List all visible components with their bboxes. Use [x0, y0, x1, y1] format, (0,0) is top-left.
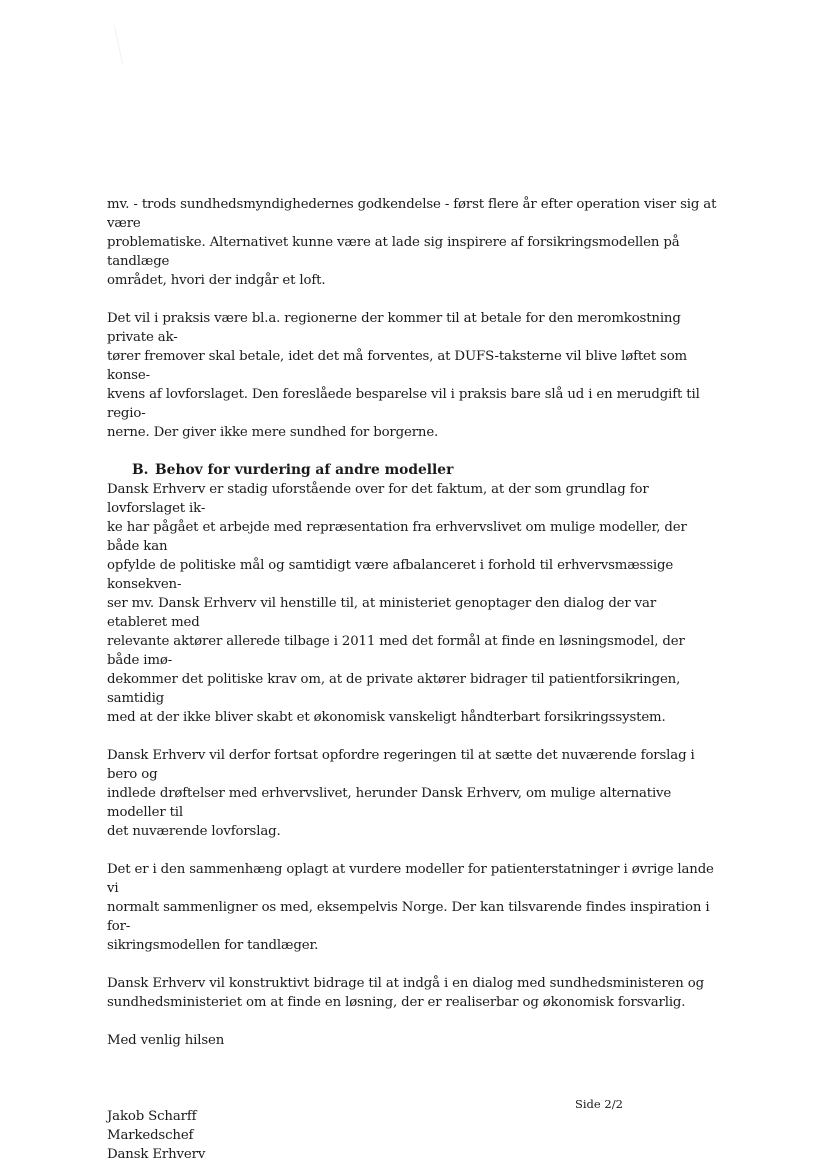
- text-line: sundhedsministeriet om at finde en løsning, der er realiserbar og økonomisk forsvarlig.: [107, 995, 686, 1010]
- page-number: Side 2/2: [575, 1097, 623, 1111]
- text-line: Dansk Erhverv vil derfor fortsat opfordre regeringen til at sætte det nuværende forslag i bero og: [107, 748, 695, 782]
- paragraph-top-2: [107, 309, 717, 442]
- text-line: indlede drøftelser med erhvervslivet, herunder Dansk Erhverv, om mulige alternative modeller til: [107, 786, 672, 820]
- text-line: kvens af lovforslaget. Den foreslåede besparelse vil i praksis bare slå ud i en merudgift til regio-: [107, 387, 700, 421]
- letter-body: [107, 195, 717, 1164]
- text-line: Dansk Erhverv vil konstruktivt bidrage til at indgå i en dialog med sundhedsministeren og: [107, 976, 704, 991]
- text-line: det nuværende lovforslag.: [107, 824, 281, 839]
- text-line: opfylde de politiske mål og samtidigt være afbalanceret i forhold til erhvervsmæssige konsekven-: [107, 558, 674, 592]
- text-line: ke har pågået et arbejde med repræsentation fra erhvervslivet om mulige modeller, der både kan: [107, 520, 687, 554]
- closing-line: Med venlig hilsen: [107, 1033, 225, 1048]
- text-line: området, hvori der indgår et loft.: [107, 273, 326, 288]
- text-line: nerne. Der giver ikke mere sundhed for borgerne.: [107, 425, 439, 440]
- text-line: Det er i den sammenhæng oplagt at vurdere modeller for patienterstatninger i øvrige lande vi: [107, 862, 714, 896]
- paragraph-bottom-2: [107, 746, 717, 841]
- signature-block: [107, 1107, 717, 1164]
- text-line: relevante aktører allerede tilbage i 2011 med det formål at finde en løsningsmodel, der både imø-: [107, 634, 685, 668]
- text-line: normalt sammenligner os med, eksempelvis Norge. Der kan tilsvarende findes inspiration i for-: [107, 900, 710, 934]
- section-heading: [107, 461, 717, 480]
- text-line: dekommer det politiske krav om, at de private aktører bidrager til patientforsikringen, samtidig: [107, 672, 681, 706]
- closing: [107, 1031, 717, 1050]
- section-number: B.: [132, 462, 149, 478]
- text-line: Det vil i praksis være bl.a. regionerne der kommer til at betale for den meromkostning private ak-: [107, 311, 681, 345]
- text-line: sikringsmodellen for tandlæger.: [107, 938, 319, 953]
- signature-name: Jakob Scharff: [107, 1109, 197, 1124]
- section-title: Behov for vurdering af andre modeller: [155, 462, 454, 478]
- paragraph-bottom-4: [107, 974, 717, 1012]
- paragraph-bottom-1: [107, 480, 717, 727]
- page-fold-mark: [114, 25, 123, 64]
- signature-org: Dansk Erhverv: [107, 1147, 206, 1162]
- signature-role: Markedschef: [107, 1128, 194, 1143]
- paragraph-bottom-3: [107, 860, 717, 955]
- text-line: Dansk Erhverv er stadig uforstående over for det faktum, at der som grundlag for lovforslaget ik-: [107, 482, 649, 516]
- text-line: tører fremover skal betale, idet det må forventes, at DUFS-taksterne vil blive løftet som konse-: [107, 349, 688, 383]
- text-line: med at der ikke bliver skabt et økonomisk vanskeligt håndterbart forsikringssystem.: [107, 710, 666, 725]
- text-line: mv. - trods sundhedsmyndighedernes godkendelse - først flere år efter operation viser sig at være: [107, 197, 717, 231]
- text-line: problematiske. Alternativet kunne være at lade sig inspirere af forsikringsmodellen på tandlæge: [107, 235, 680, 269]
- paragraph-top-1: [107, 195, 717, 290]
- text-line: ser mv. Dansk Erhverv vil henstille til, at ministeriet genoptager den dialog der var etableret med: [107, 596, 657, 630]
